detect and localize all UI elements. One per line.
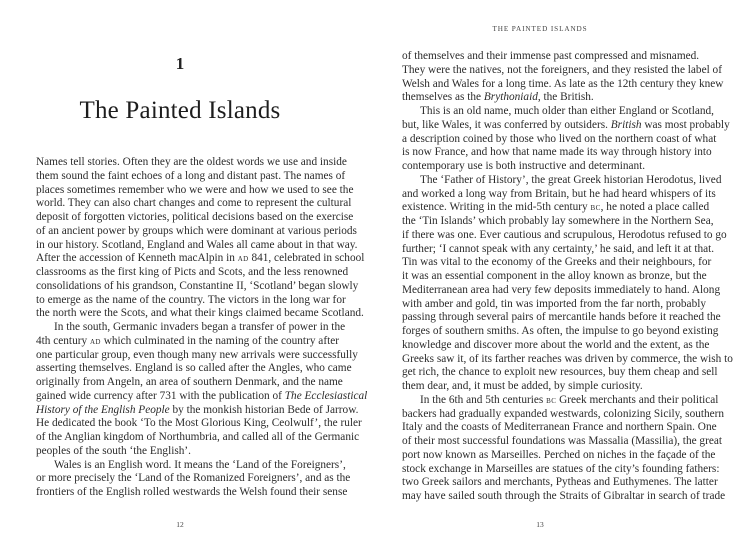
text-run: which culminated in the naming of the country after <box>100 334 339 347</box>
text-run: port now known as Marseilles. Perched on niches in the façade of the <box>402 448 716 461</box>
text-run: peoples of the south ‘the English’. <box>36 444 191 457</box>
text-run: He dedicated the book ‘To the Most Glorious King, Ceolwulf’, the ruler <box>36 417 362 430</box>
text-line <box>402 160 685 174</box>
text-run: further; ‘I cannot speak with any certainty,’ he said, and left it at that. <box>402 242 715 255</box>
text-run: 841, celebrated in school <box>248 252 365 265</box>
text-line <box>402 173 722 188</box>
text-run: was most probably <box>641 118 730 131</box>
text-run: but, like Wales, it was conferred by outsiders. <box>402 118 611 131</box>
text-line <box>402 448 716 463</box>
text-line <box>402 407 725 422</box>
text-line <box>402 215 714 229</box>
text-line <box>36 403 359 418</box>
chapter-number: 1 <box>175 54 185 73</box>
text-run: them dear, and, it must be added, by simple curiosity. <box>402 380 643 392</box>
text-run: themselves as the <box>402 91 484 104</box>
running-head: THE PAINTED ISLANDS <box>492 25 588 33</box>
text-run: of the Anglian kingdom of Northumbria, and called all of the Germanic <box>36 431 360 443</box>
text-line <box>402 146 712 160</box>
text-run: This is an old name, much older than either England or Scotland, <box>420 105 714 117</box>
text-line <box>402 490 726 504</box>
text-run: In the 6th and 5th centuries <box>420 393 547 406</box>
text-run: British <box>610 118 642 131</box>
right-page <box>360 0 733 552</box>
text-line <box>36 211 354 225</box>
text-run: The Ecclesiastical <box>284 389 368 402</box>
text-run: by the monkish historian Bede of Jarrow. <box>169 403 359 416</box>
text-line <box>36 362 352 376</box>
text-line <box>402 256 712 270</box>
text-line <box>36 431 360 445</box>
text-run: bc <box>546 394 557 406</box>
page-number-left: 12 <box>176 520 184 529</box>
text-run: After the accession of Kenneth macAlpin in <box>36 252 238 265</box>
text-run: may have sailed south through the Straits of Gibraltar in search of trade <box>402 490 726 502</box>
text-run: Names tell stories. Often they are the oldest words we use and inside <box>36 156 347 168</box>
text-run: Greek merchants and their political <box>556 393 719 406</box>
text-line <box>402 311 721 325</box>
text-line <box>402 105 714 119</box>
text-run: They were the natives, not the foreigners, and they resisted the label of <box>402 63 722 76</box>
text-line <box>402 91 685 105</box>
text-run: knowledge and discover more about the world and the extent, as the <box>402 338 710 351</box>
text-line <box>36 169 346 184</box>
text-run: ad <box>89 335 101 347</box>
text-run: one particular group, even though many new arrivals were successfully <box>36 348 358 361</box>
text-line <box>36 197 352 211</box>
text-run: the ‘Tin Islands’ which probably lay somewhere in the Northern Sea, <box>402 215 714 227</box>
text-line <box>402 297 707 312</box>
text-line <box>402 476 718 490</box>
text-run: them sound the faint echoes of a long and distant past. The names of <box>36 169 346 182</box>
text-run: Greeks saw it, of its farther reaches was driven by commerce, the wish to <box>402 352 733 365</box>
text-line <box>402 228 727 243</box>
text-run: History of the English People <box>36 403 170 416</box>
text-line <box>402 352 733 367</box>
text-line <box>402 118 730 133</box>
text-line <box>36 266 349 280</box>
text-line <box>36 472 351 486</box>
text-line <box>402 366 718 380</box>
text-line <box>402 270 707 284</box>
text-run: Mediterranean area had very few deposits immediately to hand. Along <box>402 283 721 296</box>
text-run: consolidations of his grandson, Constantine II, ‘Scotland’ began slowly <box>36 279 359 292</box>
text-run: places sometimes remember who we were and how we used to see the <box>36 183 354 196</box>
text-run: existence. Writing in the mid-5th century <box>402 201 591 214</box>
text-line <box>36 224 357 239</box>
text-line <box>402 435 723 449</box>
page-number-right: 13 <box>536 520 544 529</box>
text-run: originally from Angeln, an area of southern Denmark, and the name <box>36 376 343 388</box>
text-run: deposit of forgotten victories, political decisions based on the exercise <box>36 211 354 223</box>
text-line <box>36 293 346 308</box>
text-run: Tin was vital to the economy of the Greeks and their neighbours, for <box>402 256 712 269</box>
text-run: Italy and the coasts of Mediterranean France and northern Spain. One <box>402 421 717 434</box>
text-line <box>36 445 319 459</box>
text-line <box>402 242 715 257</box>
text-run: if there was one. Ever cautious and scrupulous, Herodotus refused to go <box>402 228 727 241</box>
text-line <box>36 252 365 266</box>
text-run: , the British. <box>537 91 594 104</box>
text-run: classrooms as the first king of Picts and Scots, and the less renowned <box>36 266 349 278</box>
text-line <box>402 77 724 92</box>
text-run: of their most successful foundations was Massalia (Massilia), the great <box>402 435 723 447</box>
text-run: the north were the Scots, and what their kings claimed became Scotland. <box>36 307 364 320</box>
text-line <box>402 201 710 215</box>
left-body-text <box>36 156 368 500</box>
text-run: to emerge as the name of the country. The victors in the long war for <box>36 293 346 306</box>
text-run: get rich, the chance to exploit new resources, buy them cheap and sell <box>402 366 718 379</box>
text-line <box>36 321 346 335</box>
text-line <box>402 132 717 147</box>
text-line <box>36 279 359 294</box>
text-run: forges of southern smiths. As often, the impulse to go beyond existing <box>402 325 719 337</box>
text-line <box>36 238 358 253</box>
chapter-title: The Painted Islands <box>79 97 281 124</box>
text-run: contemporary use is both instructive and determinant. <box>402 160 646 172</box>
text-run: bc <box>590 202 601 214</box>
text-run: stock exchange in Marseilles are statues of the city’s founding fathers: <box>402 462 720 475</box>
text-run: 4th century <box>36 334 90 347</box>
text-line <box>36 458 346 473</box>
text-line <box>402 283 721 298</box>
text-run: a description coined by those who lived on the northern coast of what <box>402 132 717 145</box>
text-run: in our history. Scotland, England and Wales all came about in that way. <box>36 238 358 251</box>
text-line <box>402 338 710 353</box>
text-run: is now France, and how that name made its way through history into <box>402 146 712 159</box>
text-run: passing through several pairs of mercantile hands before it reached the <box>402 311 721 324</box>
text-run: or more precisely the ‘Land of the Romanized Foreigners’, and as the <box>36 472 351 485</box>
text-line <box>36 183 354 198</box>
text-run: Wales is an English word. It means the ‘Land of the Foreigners’, <box>54 458 346 471</box>
text-line <box>402 462 720 477</box>
text-run: of an ancient power by groups which were dominant at various periods <box>36 224 357 237</box>
text-line <box>36 376 343 390</box>
text-line <box>36 348 358 363</box>
right-body-text <box>402 50 733 504</box>
text-line <box>402 325 719 339</box>
text-line <box>36 307 364 321</box>
text-line <box>36 417 362 431</box>
text-run: Brythoniaid <box>483 91 538 104</box>
text-run: backers had gradually expanded westwards, colonizing Sicily, southern <box>402 407 725 420</box>
text-line <box>402 393 719 408</box>
text-run: and worked a long way from Britain, but he had heard whispers of its <box>402 187 716 200</box>
text-run: world. They can also chart changes and come to represent the cultural <box>36 197 352 210</box>
text-line <box>36 156 347 170</box>
text-run: of themselves and their immense past compressed and misnamed. <box>402 50 700 62</box>
text-run: two Greek sailors and merchants, Pytheas and Euthymenes. The latter <box>402 476 718 489</box>
text-run: The ‘Father of History’, the great Greek historian Herodotus, lived <box>420 173 722 186</box>
text-line <box>402 187 716 202</box>
text-line <box>402 63 722 78</box>
text-run: asserting themselves. England is so called after the Angles, who came <box>36 362 352 375</box>
text-run: In the south, Germanic invaders began a transfer of power in the <box>54 321 346 333</box>
text-run: it was an essential component in the alloy known as bronze, but the <box>402 270 707 282</box>
text-line <box>402 50 700 64</box>
text-line <box>402 421 717 435</box>
text-line <box>36 389 368 404</box>
text-line <box>36 486 348 500</box>
text-run: with amber and gold, tin was imported from the far north, probably <box>402 297 707 310</box>
text-run: , he noted a place called <box>600 201 710 214</box>
text-run: ad <box>237 253 249 265</box>
text-run: Welsh and Wales for a long time. As late as the 12th century they knew <box>402 77 724 90</box>
text-line <box>36 334 339 349</box>
text-run: frontiers of the English rolled westwards the Welsh found their sense <box>36 486 348 498</box>
text-line <box>402 380 685 394</box>
text-run: gained wide currency after 731 with the publication of <box>36 389 285 402</box>
